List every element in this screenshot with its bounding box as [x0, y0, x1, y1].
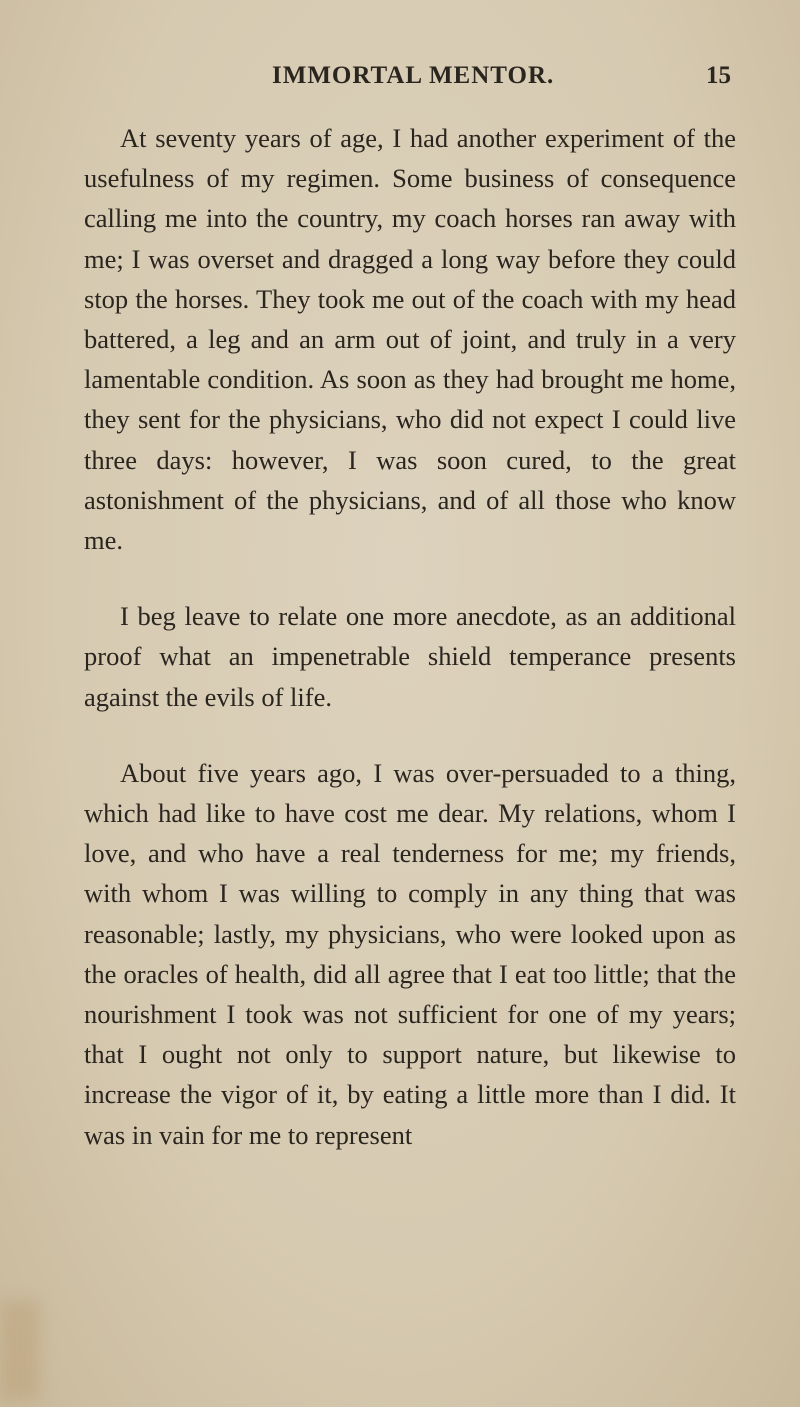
- paragraph: At seventy years of age, I had another experiment of the usefulness of my regimen. Some business of consequence calling me into the country, my coach horses ran away with me; I was overset and dragged a long way before they could stop the horses. They took me out of the coach with my head battered, a leg and an arm out of joint, and truly in a very lamentable condition. As soon as they had brought me home, they sent for the physicians, who did not expect I could live three days: however, I was soon cured, to the great astonishment of the physicians, and of all those who know me.: [84, 123, 736, 556]
- running-title: IMMORTAL MENTOR.: [272, 62, 555, 89]
- paper-stain: [0, 1300, 40, 1400]
- running-header: [0, 62, 800, 96]
- page-number: 15: [706, 62, 731, 89]
- paragraph: About five years ago, I was over-persuaded to a thing, which had like to have cost me dear. My relations, whom I love, and who have a real tenderness for me; my friends, with whom I was willing to comply in any thing that was reasonable; lastly, my physicians, who were looked upon as the oracles of health, did all agree that I eat too little; that the nourishment I took was not sufficient for one of my years; that I ought not only to support nature, but likewise to increase the vigor of it, by eating a little more than I did. It was in vain for me to represent: [84, 757, 736, 1150]
- paragraph: I beg leave to relate one more anecdote, as an additional proof what an impenetrable shield temperance presents against the evils of life.: [84, 601, 736, 712]
- page-body: [84, 118, 736, 1191]
